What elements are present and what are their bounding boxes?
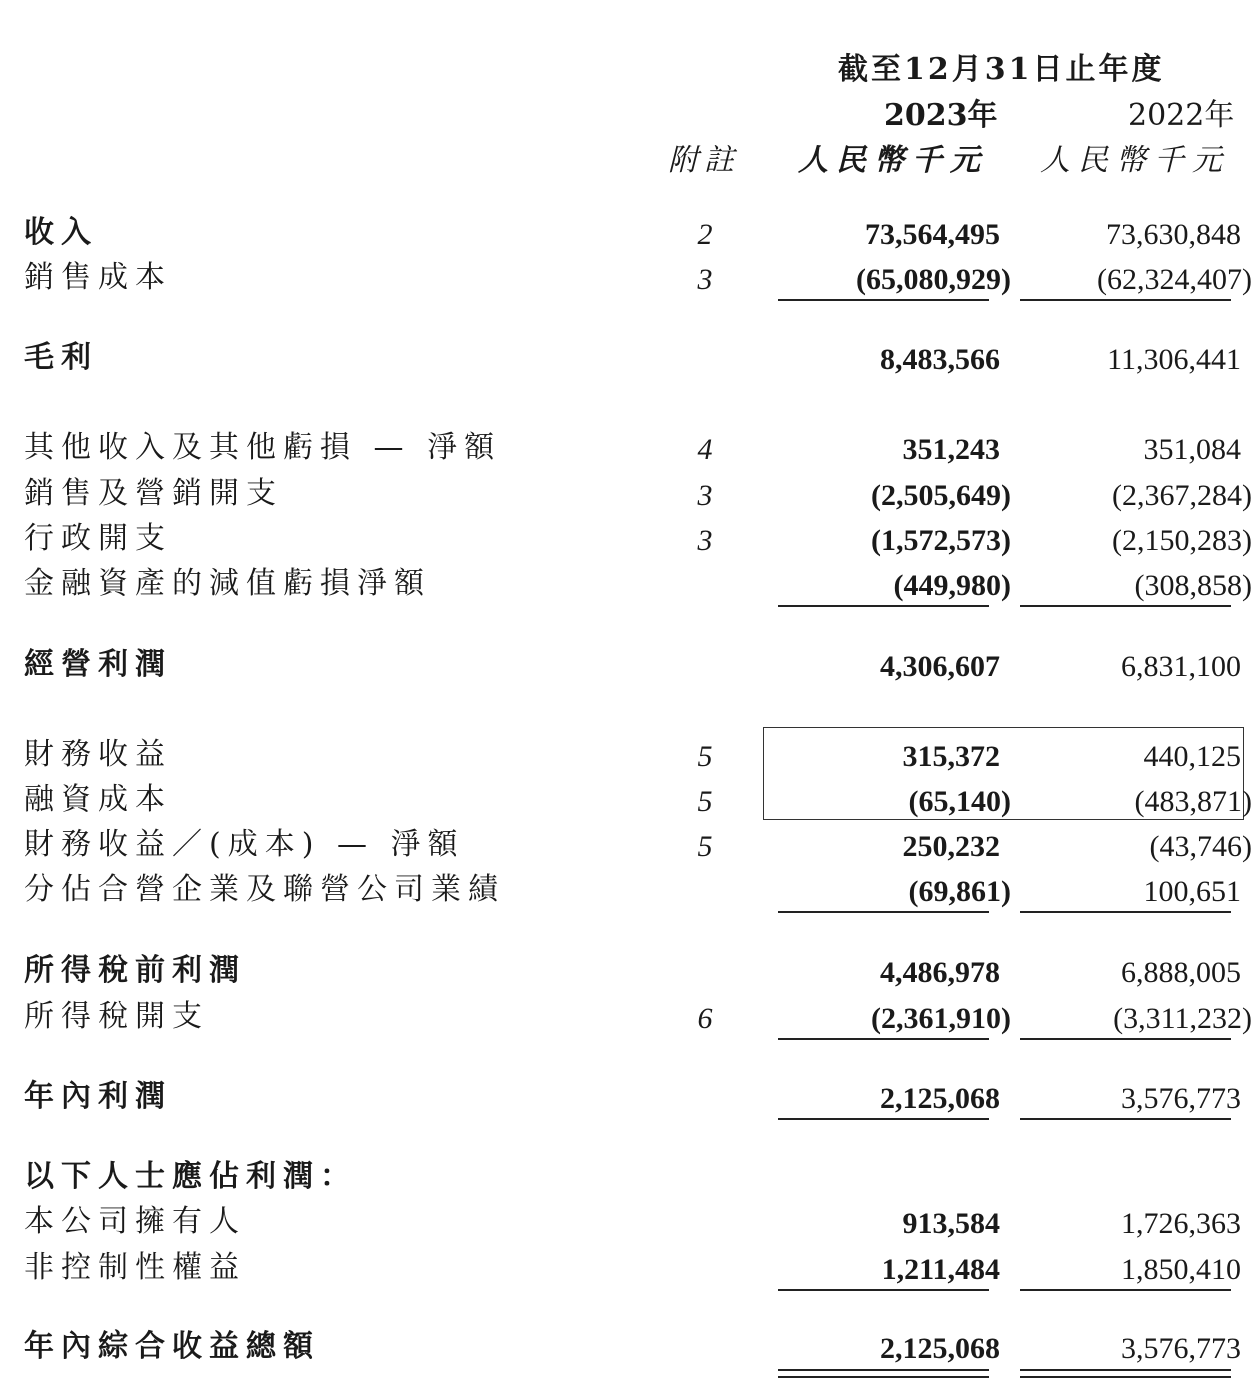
year-2023-header: 2023年 [884, 98, 998, 133]
row-note: 5 [697, 830, 713, 863]
row-note: 4 [697, 433, 713, 466]
row-value-2022: 100,651 [1143, 875, 1241, 908]
row-value-2023: 8,483,566 [880, 343, 1000, 376]
row-label: 行政開支 [24, 521, 172, 556]
row-value-2023: (2,505,649) [871, 479, 1011, 512]
subtotal-rule [1020, 911, 1231, 913]
row-value-2023: (65,080,929) [856, 263, 1011, 296]
row-note: 5 [697, 785, 713, 818]
row-value-2023: 2,125,068 [880, 1082, 1000, 1115]
row-value-2022: 1,726,363 [1121, 1207, 1241, 1240]
row-value-2022: (43,746) [1149, 830, 1252, 863]
row-note: 5 [697, 740, 713, 773]
row-value-2022: 6,831,100 [1121, 650, 1241, 683]
row-value-2023: 351,243 [902, 433, 1000, 466]
row-value-2023: 73,564,495 [865, 218, 1000, 251]
row-value-2022: 1,850,410 [1121, 1253, 1241, 1286]
row-label: 年內利潤 [24, 1079, 172, 1114]
row-value-2022: 6,888,005 [1121, 956, 1241, 989]
row-note: 2 [697, 218, 713, 251]
row-label: 銷售及營銷開支 [24, 476, 283, 511]
subtotal-rule [1020, 1118, 1231, 1120]
row-note: 3 [697, 524, 713, 557]
row-value-2023: 913,584 [902, 1207, 1000, 1240]
subtotal-rule [778, 605, 989, 607]
subtotal-rule [1020, 605, 1231, 607]
row-value-2022: (308,858) [1134, 569, 1252, 602]
subtotal-rule [778, 911, 989, 913]
period-header: 截至12月31日止年度 [838, 52, 1165, 87]
subtotal-rule [1020, 1038, 1231, 1040]
row-value-2023: (65,140) [908, 785, 1011, 818]
total-double-rule [1020, 1369, 1231, 1378]
row-value-2022: (2,150,283) [1112, 524, 1252, 557]
row-label: 金融資產的減值虧損淨額 [24, 566, 431, 601]
row-label: 收入 [24, 215, 98, 250]
subtotal-rule [778, 299, 989, 301]
unit-2022-header: 人民幣千元 [1040, 143, 1230, 178]
row-value-2022: (2,367,284) [1112, 479, 1252, 512]
row-value-2023: 4,306,607 [880, 650, 1000, 683]
row-label: 所得稅開支 [24, 999, 209, 1034]
row-label: 財務收益 [24, 737, 172, 772]
row-label: 財務收益／(成本) — 淨額 [24, 827, 465, 862]
row-note: 3 [697, 263, 713, 296]
row-note: 6 [697, 1002, 713, 1035]
row-label: 經營利潤 [24, 647, 172, 682]
subtotal-rule [1020, 1289, 1231, 1291]
row-value-2023: 250,232 [902, 830, 1000, 863]
subtotal-rule [778, 1118, 989, 1120]
row-label: 以下人士應佔利潤： [24, 1159, 357, 1194]
row-label: 其他收入及其他虧損 — 淨額 [24, 430, 502, 465]
row-value-2023: (1,572,573) [871, 524, 1011, 557]
row-value-2023: 315,372 [902, 740, 1000, 773]
row-value-2022: (3,311,232) [1113, 1002, 1252, 1035]
subtotal-rule [778, 1289, 989, 1291]
row-label: 毛利 [24, 340, 98, 375]
row-label: 銷售成本 [24, 260, 172, 295]
row-label: 融資成本 [24, 782, 172, 817]
row-value-2023: 4,486,978 [880, 956, 1000, 989]
row-value-2023: (69,861) [908, 875, 1011, 908]
row-label: 所得稅前利潤 [24, 953, 246, 988]
row-value-2022: 11,306,441 [1107, 343, 1241, 376]
row-value-2023: 1,211,484 [881, 1253, 1000, 1286]
row-value-2022: 3,576,773 [1121, 1082, 1241, 1115]
row-value-2022: (62,324,407) [1097, 263, 1252, 296]
row-value-2022: 3,576,773 [1121, 1332, 1241, 1365]
subtotal-rule [778, 1038, 989, 1040]
row-label: 本公司擁有人 [24, 1204, 246, 1239]
row-value-2023: (449,980) [893, 569, 1011, 602]
row-value-2022: (483,871) [1134, 785, 1252, 818]
row-value-2023: 2,125,068 [880, 1332, 1000, 1365]
row-label: 分佔合營企業及聯營公司業績 [24, 872, 505, 907]
row-value-2023: (2,361,910) [871, 1002, 1011, 1035]
row-note: 3 [697, 479, 713, 512]
subtotal-rule [1020, 299, 1231, 301]
row-value-2022: 73,630,848 [1106, 218, 1241, 251]
row-label: 年內綜合收益總額 [24, 1329, 320, 1364]
unit-2023-header: 人民幣千元 [798, 143, 988, 178]
row-label: 非控制性權益 [24, 1250, 246, 1285]
note-column-header: 附註 [668, 143, 740, 178]
year-2022-header: 2022年 [1128, 98, 1235, 133]
row-value-2022: 440,125 [1143, 740, 1241, 773]
row-value-2022: 351,084 [1143, 433, 1241, 466]
total-double-rule [778, 1369, 989, 1378]
